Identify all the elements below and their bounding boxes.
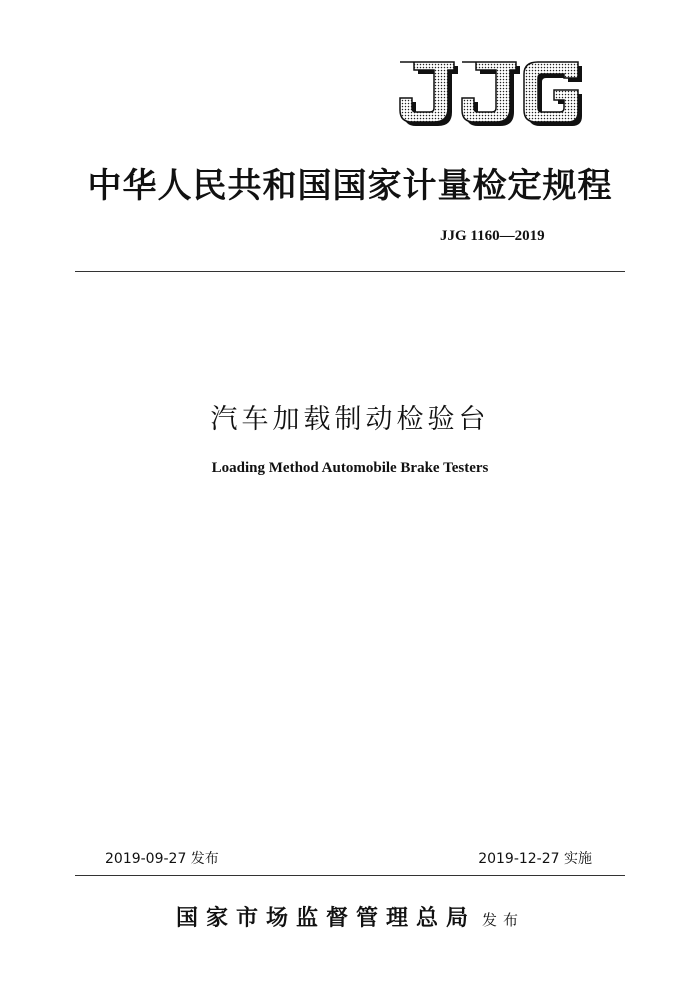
standard-number: JJG 1160—2019: [440, 228, 545, 244]
publish-label: 发布: [482, 911, 525, 929]
publisher-name: 国家市场监督管理总局: [175, 905, 476, 931]
logo-letter-g: [524, 62, 582, 126]
bottom-divider: [75, 875, 625, 876]
issue-date: 2019-09-27 发布: [105, 851, 219, 867]
top-divider: [75, 271, 625, 272]
publisher-line: [0, 901, 700, 932]
document-title-english: Loading Method Automobile Brake Testers: [211, 460, 489, 476]
jjg-logo: [398, 60, 586, 132]
regulation-series-title: 中华人民共和国国家计量检定规程: [87, 166, 613, 206]
logo-letter-j-1: [400, 62, 458, 126]
document-title-chinese: 汽车加载制动检验台: [210, 404, 490, 435]
logo-letter-j-2: [462, 62, 520, 126]
effective-date: 2019-12-27 实施: [478, 851, 592, 867]
